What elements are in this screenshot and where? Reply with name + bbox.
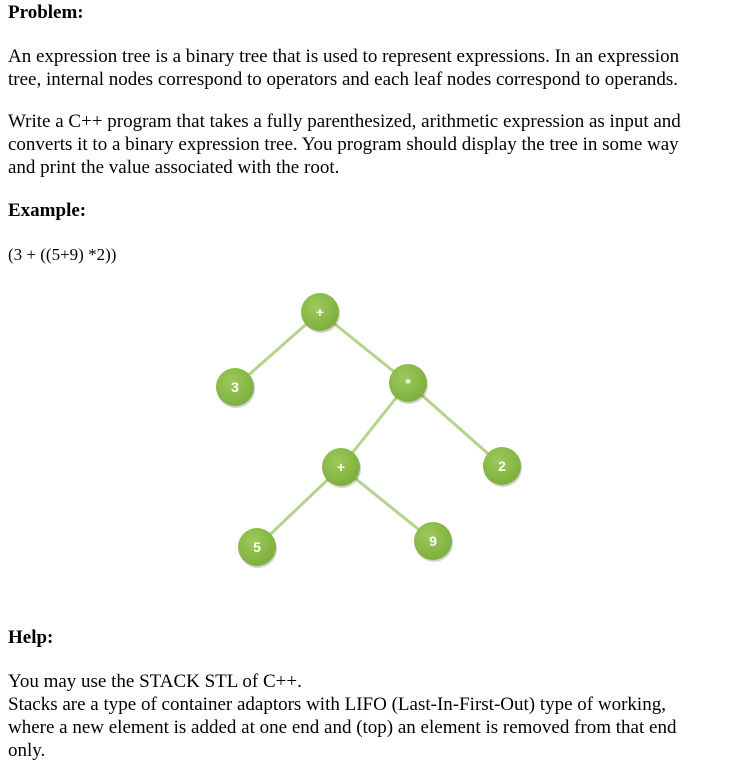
help-heading: Help: [8, 627, 54, 648]
text-line: converts it to a binary expression tree. You program should display the tree in some way [8, 134, 679, 155]
tree-node-plus2 [322, 448, 361, 488]
tree-node-label: 5 [253, 539, 261, 555]
text-line: Stacks are a type of container adaptors with LIFO (Last-In-First-Out) type of working, [8, 694, 666, 715]
tree-edges [235, 312, 502, 547]
tree-node-label: + [336, 459, 346, 475]
text-line: and print the value associated with the root. [8, 157, 340, 178]
text-line: tree, internal nodes correspond to operators and each leaf nodes correspond to operands. [8, 69, 679, 90]
text-line: You may use the STACK STL of C++. [8, 671, 302, 692]
tree-node-label: + [315, 304, 325, 320]
example-heading: Example: [8, 200, 87, 221]
text-line: An expression tree is a binary tree that is used to represent expressions. In an expression [8, 46, 680, 67]
example-expression: (3 + ((5+9) *2)) [8, 245, 117, 264]
text-line: Write a C++ program that takes a fully parenthesized, arithmetic expression as input and [8, 111, 681, 132]
tree-node-label: 9 [429, 533, 437, 549]
text-line: where a new element is added at one end and (top) an element is removed from that end [8, 717, 677, 738]
tree-node-label: * [405, 375, 411, 391]
tree-node-nine [414, 522, 453, 562]
tree-node-label: 3 [231, 379, 239, 395]
problem-heading: Problem: [8, 2, 84, 23]
tree-node-label: 2 [498, 458, 506, 474]
text-line: only. [8, 740, 46, 761]
tree-node-root [301, 293, 340, 333]
tree-node-two [483, 447, 522, 487]
help-paragraph [8, 670, 733, 762]
